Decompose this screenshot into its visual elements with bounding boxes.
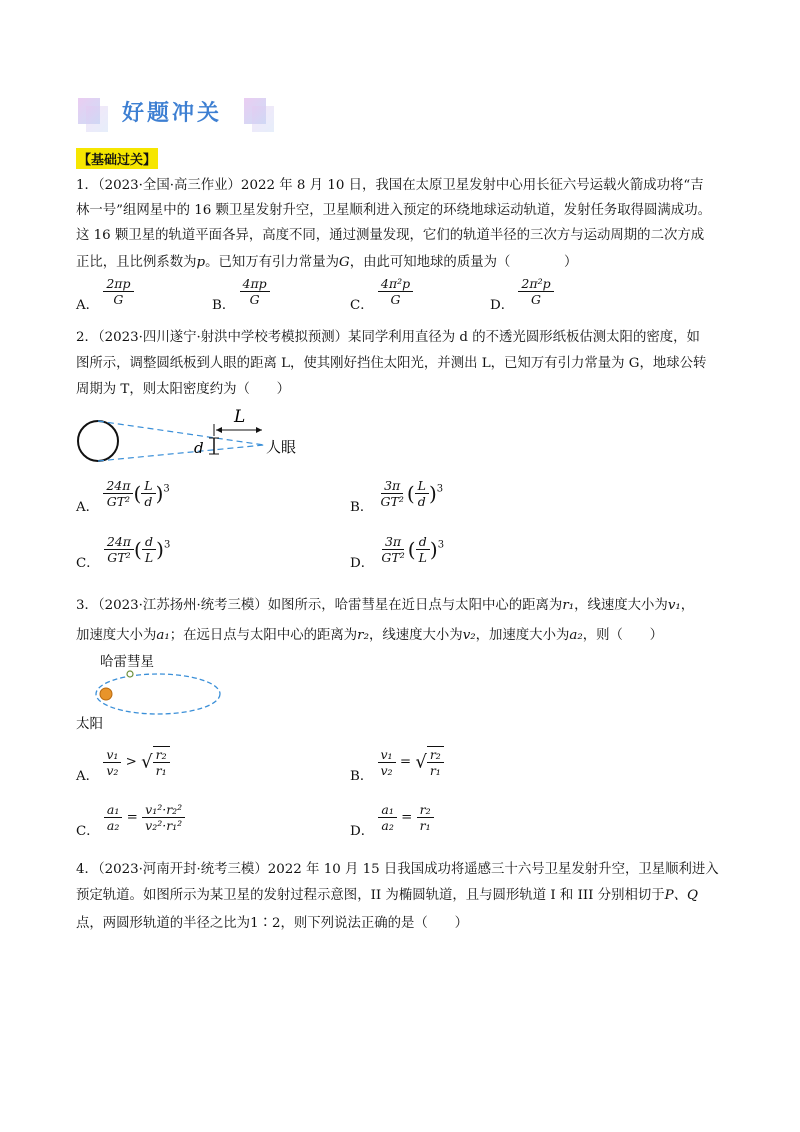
q3-line-2: [76, 624, 663, 643]
section-title: 好题冲关: [122, 101, 223, 126]
q3-option-d[interactable]: [350, 802, 434, 839]
option-right-den: v₂²·r₁²: [145, 818, 183, 833]
heading-decoration-left-back: [86, 106, 108, 132]
option-label: D．: [350, 556, 375, 571]
q4-line-3: [76, 912, 468, 931]
option-coef: 24π: [104, 534, 134, 550]
q1-p-symbol: p: [196, 255, 206, 270]
option-denominator: GT²: [380, 494, 404, 509]
option-numerator: 4πp: [240, 276, 270, 292]
q3-a1: a₁: [156, 628, 170, 643]
q1-g-symbol: G: [339, 255, 350, 270]
q2-option-a[interactable]: A． $\frac{24\pi}{\text{GT²}}$ ( $\frac{L}{d}$ )$^3$: [76, 478, 170, 515]
label-eye: 人眼: [266, 438, 297, 456]
option-label: C．: [350, 298, 374, 313]
option-left-den: v₂: [380, 762, 393, 778]
option-denominator: GT²: [107, 550, 131, 565]
q3-r1: r₁: [562, 598, 575, 613]
q2-option-b[interactable]: B． $\frac{3\pi}{\text{GT²}}$ ( $\frac{L}{d}$ )$^3$: [350, 478, 444, 515]
option-operator: =: [126, 810, 138, 825]
option-inner-den: L: [144, 550, 154, 565]
option-left-num: a₁: [378, 802, 396, 818]
option-numerator: 2π²p: [518, 276, 553, 292]
option-inner-num: L: [415, 478, 429, 494]
sun-marker: [100, 688, 112, 700]
q1-option-d[interactable]: [490, 276, 554, 313]
q4-text: 预定轨道。如图所示为某卫星的发射过程示意图，II 为椭圆轨道，且与圆形轨道 I 和 III 分别相切于: [76, 888, 665, 903]
option-right-num: r₂: [153, 747, 170, 763]
q4-text: ，则下列说法正确的是（ ）: [280, 916, 468, 931]
q1-line-1: 1．（2023·全国·高三作业）2022 年 8 月 10 日，我国在太原卫星发射中心用长征六号运载火箭成功将“吉: [76, 178, 704, 193]
option-label: D．: [350, 824, 375, 839]
option-label: C．: [76, 556, 100, 571]
dim-arrow-head-left: [216, 427, 222, 433]
q1-text-a: 正比，且比例系数为: [76, 255, 197, 270]
q3-text: ，线速度大小为: [368, 628, 463, 643]
option-label: B．: [350, 500, 374, 515]
comet-orbit: [96, 674, 220, 714]
q2-option-d[interactable]: D． $\frac{3\pi}{\text{GT²}}$ ( $\frac{d}{L}$ )$^3$: [350, 534, 445, 571]
q4-line-1: 4．（2023·河南开封·统考三模）2022 年 10 月 15 日我国成功将遥感三十六号卫星发射升空，卫星顺利进入: [76, 862, 719, 877]
q3-r2: r₂: [357, 628, 369, 643]
q3-option-c[interactable]: [76, 802, 185, 839]
option-right-num: r₂: [417, 802, 434, 818]
comet-marker: [127, 671, 133, 677]
option-denominator: G: [249, 292, 260, 307]
option-inner-num: d: [142, 534, 156, 550]
q2-line-2: 图所示，调整圆纸板到人眼的距离 L，使其刚好挡住太阳光，并测出 L，已知万有引力常量为 G，地球公转: [76, 356, 707, 371]
option-left-num: a₁: [104, 802, 122, 818]
option-left-num: v₁: [378, 747, 396, 763]
q1-text-c: ，由此可知地球的质量为（ ）: [349, 255, 578, 270]
q4-line-2: [76, 884, 698, 903]
option-inner-den: L: [418, 550, 427, 565]
option-numerator: 2πp: [103, 276, 133, 292]
q3-text: ，: [680, 598, 695, 613]
option-coef: 3π: [382, 534, 404, 550]
heading-decoration-right-back: [252, 106, 274, 132]
q4-points: P、Q: [664, 888, 699, 903]
q1-option-b[interactable]: [212, 276, 270, 313]
q2-option-c[interactable]: C． $\frac{24\pi}{\text{GT²}}$ ( $\frac{d}{L}$ )$^3$: [76, 534, 171, 571]
option-coef: 24π: [103, 478, 133, 494]
option-label: A．: [76, 768, 100, 784]
option-denominator: GT²: [381, 550, 405, 565]
option-inner-num: L: [141, 478, 155, 494]
q3-text: 3．（2023·江苏扬州·统考三模）如图所示，哈雷彗星在近日点与太阳中心的距离为: [76, 598, 563, 613]
option-numerator: 4π²p: [378, 276, 413, 292]
dim-arrow-head-right: [256, 427, 262, 433]
option-operator: =: [399, 754, 412, 770]
label-sun: 太阳: [76, 716, 103, 732]
sight-line-bottom: [98, 445, 264, 461]
option-inner-num: d: [416, 534, 430, 550]
q1-option-c[interactable]: [350, 276, 413, 313]
option-right-den: r₁: [429, 763, 441, 778]
option-power: 3: [437, 539, 445, 551]
q1-line-3: 这 16 颗卫星的轨道平面各异，高度不同，通过测量发现，它们的轨道半径的三次方与运动周期的二次方成: [76, 228, 705, 243]
q4-text: 点，两圆形轨道的半径之比为: [76, 916, 251, 931]
q3-option-b[interactable]: B． $\frac{\text{v₁}}{\text{v₂}}$ = √ $\frac{\text{r₂}}{\text{r₁}}$: [350, 746, 444, 778]
option-denominator: G: [113, 292, 124, 307]
option-right-num: v₁²·r₂²: [142, 802, 185, 818]
option-left-den: v₂: [106, 762, 119, 778]
q1-text-b: 。已知万有引力常量为: [205, 255, 339, 270]
q3-text: 加速度大小为: [76, 628, 157, 643]
option-coef: 3π: [381, 478, 403, 494]
option-power: 3: [436, 483, 444, 495]
option-label: B．: [212, 298, 236, 313]
q3-figure: [76, 650, 236, 736]
option-inner-den: d: [144, 494, 153, 509]
option-power: 3: [163, 483, 170, 495]
label-comet: 哈雷彗星: [100, 654, 154, 670]
option-denominator: G: [390, 292, 401, 307]
q2-line-1: 2．（2023·四川遂宁·射洪中学校考模拟预测）某同学利用直径为 d 的不透光圆形纸板估测太阳的密度，如: [76, 330, 700, 345]
q2-figure: [76, 400, 316, 470]
section-heading: [76, 94, 276, 130]
q4-ratio: 1∶2: [250, 916, 281, 931]
option-power: 3: [163, 539, 171, 551]
sun-disc: [78, 421, 118, 461]
q3-option-a[interactable]: A． $\frac{\text{v₁}}{\text{v₂}}$ > √ $\frac{\text{r₂}}{\text{r₁}}$: [76, 746, 170, 778]
label-d: d: [194, 439, 204, 457]
option-operator: =: [401, 810, 413, 825]
q3-line-1: [76, 594, 694, 613]
q3-a2: a₂: [569, 628, 583, 643]
option-operator: >: [125, 754, 137, 770]
option-left-num: v₁: [103, 747, 121, 763]
q3-text: ，加速度大小为: [475, 628, 570, 643]
option-right-den: r₁: [155, 763, 167, 778]
option-inner-den: d: [417, 494, 426, 509]
q1-option-a[interactable]: [76, 276, 134, 313]
q1-line-2: 林一号”组网星中的 16 颗卫星发射升空，卫星顺利进入预定的环绕地球运动轨道，发射任务取得圆满成功。: [76, 203, 711, 218]
option-label: A．: [76, 500, 100, 515]
q1-line-4: [76, 251, 577, 270]
option-left-den: a₂: [381, 818, 394, 833]
option-right-num: r₂: [427, 747, 444, 763]
option-denominator: GT²: [106, 494, 131, 509]
q3-text: ；在远日点与太阳中心的距离为: [169, 628, 358, 643]
option-left-den: a₂: [106, 818, 120, 833]
q3-text: ，线速度大小为: [574, 598, 668, 613]
option-label: B．: [350, 768, 374, 784]
q3-v2: v₂: [462, 628, 476, 643]
q2-line-3: 周期为 T，则太阳密度约为（ ）: [76, 382, 291, 397]
subsection-label: 【基础过关】: [76, 148, 158, 169]
option-denominator: G: [531, 292, 541, 307]
option-label: C．: [76, 824, 100, 839]
label-L: L: [234, 407, 246, 427]
option-label: A．: [76, 298, 100, 313]
option-label: D．: [490, 298, 515, 313]
q3-text: ，则（ ）: [582, 628, 664, 643]
option-right-den: r₁: [419, 818, 431, 833]
q3-v1: v₁: [667, 598, 681, 613]
